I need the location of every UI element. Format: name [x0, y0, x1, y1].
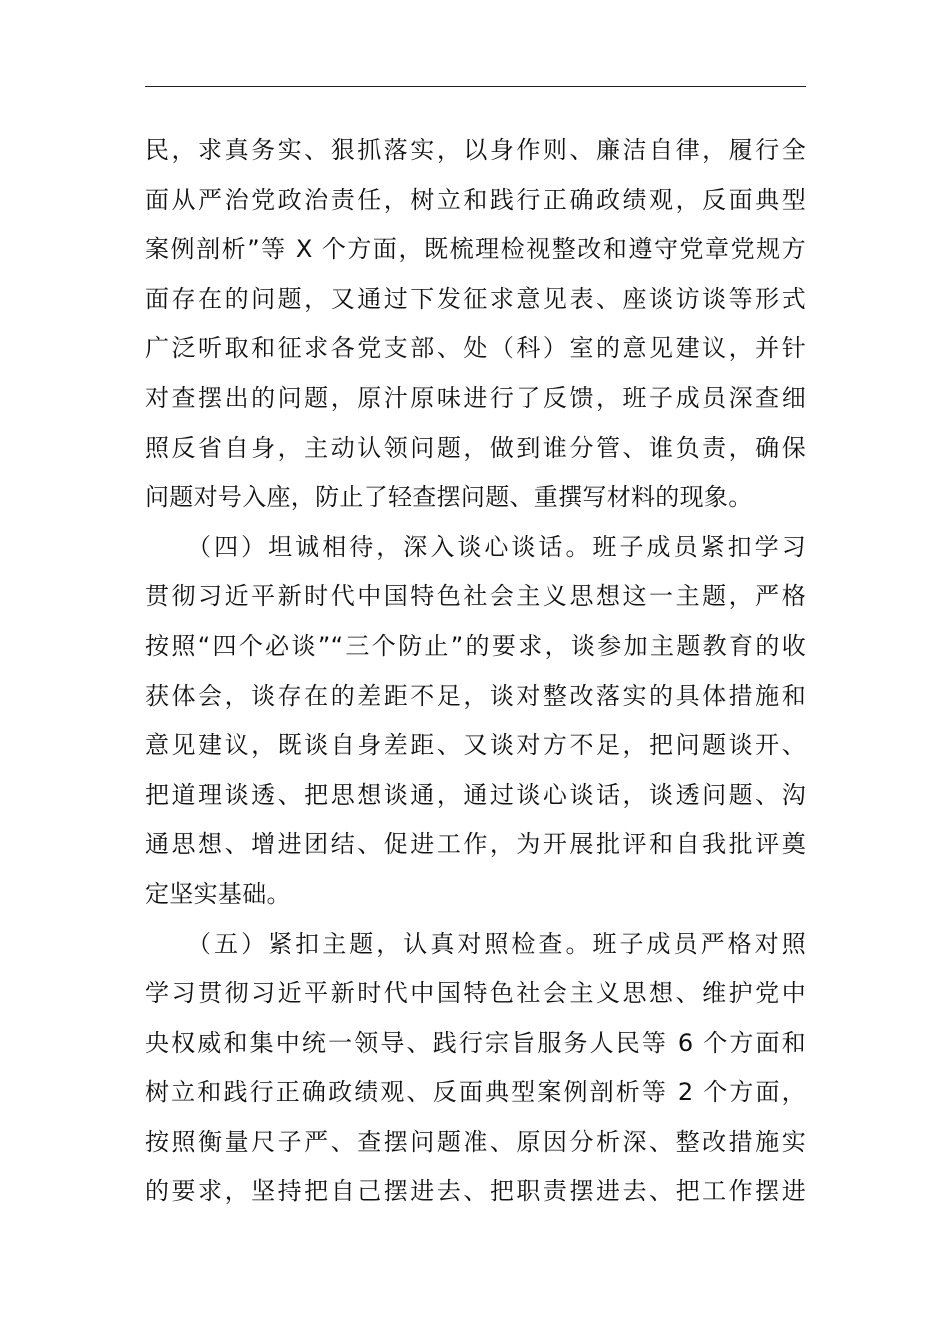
- paragraph-heading-line: （四）坦诚相待，深入谈心谈话。班子成员紧扣学习: [145, 532, 806, 561]
- text-line: 按照衡量尺子严、查摆问题准、原因分析深、整改措施实: [145, 1127, 806, 1156]
- text-line: 意见建议，既谈自身差距、又谈对方不足，把问题谈开、: [145, 731, 806, 760]
- text-line: 树立和践行正确政绩观、反面典型案例剖析等 2 个方面，: [145, 1078, 806, 1107]
- document-body: [145, 126, 806, 1217]
- text-line: 问题对号入座，防止了轻查摆问题、重撰写材料的现象。: [145, 483, 753, 512]
- paragraph-heading-line: （五）紧扣主题，认真对照检查。班子成员严格对照: [145, 929, 806, 958]
- text-line: 对查摆出的问题，原汁原味进行了反馈，班子成员深查细: [145, 383, 806, 412]
- text-line: 贯彻习近平新时代中国特色社会主义思想这一主题，严格: [145, 582, 806, 611]
- header-rule: [145, 86, 806, 87]
- text-line: 的要求，坚持把自己摆进去、把职责摆进去、把工作摆进: [145, 1177, 806, 1206]
- text-line: 定坚实基础。: [145, 879, 291, 908]
- text-line: 学习贯彻习近平新时代中国特色社会主义思想、维护党中: [145, 979, 806, 1008]
- text-line: 按照“四个必谈”“三个防止”的要求，谈参加主题教育的收: [145, 631, 806, 660]
- text-line: 面从严治党政治责任，树立和践行正确政绩观，反面典型: [145, 185, 806, 214]
- text-line: 广泛听取和征求各党支部、处（科）室的意见建议，并针: [145, 334, 806, 363]
- text-line: 获体会，谈存在的差距不足，谈对整改落实的具体措施和: [145, 681, 806, 710]
- text-line: 案例剖析”等 X 个方面，既梳理检视整改和遵守党章党规方: [145, 235, 806, 264]
- text-line: 把道理谈透、把思想谈通，通过谈心谈话，谈透问题、沟: [145, 780, 806, 809]
- text-line: 面存在的问题，又通过下发征求意见表、座谈访谈等形式: [145, 284, 806, 313]
- text-line: 民，求真务实、狠抓落实，以身作则、廉洁自律，履行全: [145, 136, 806, 164]
- text-line: 照反省自身，主动认领问题，做到谁分管、谁负责，确保: [145, 433, 806, 462]
- text-line: 央权威和集中统一领导、践行宗旨服务人民等 6 个方面和: [145, 1028, 806, 1057]
- text-line: 通思想、增进团结、促进工作，为开展批评和自我批评奠: [145, 830, 806, 859]
